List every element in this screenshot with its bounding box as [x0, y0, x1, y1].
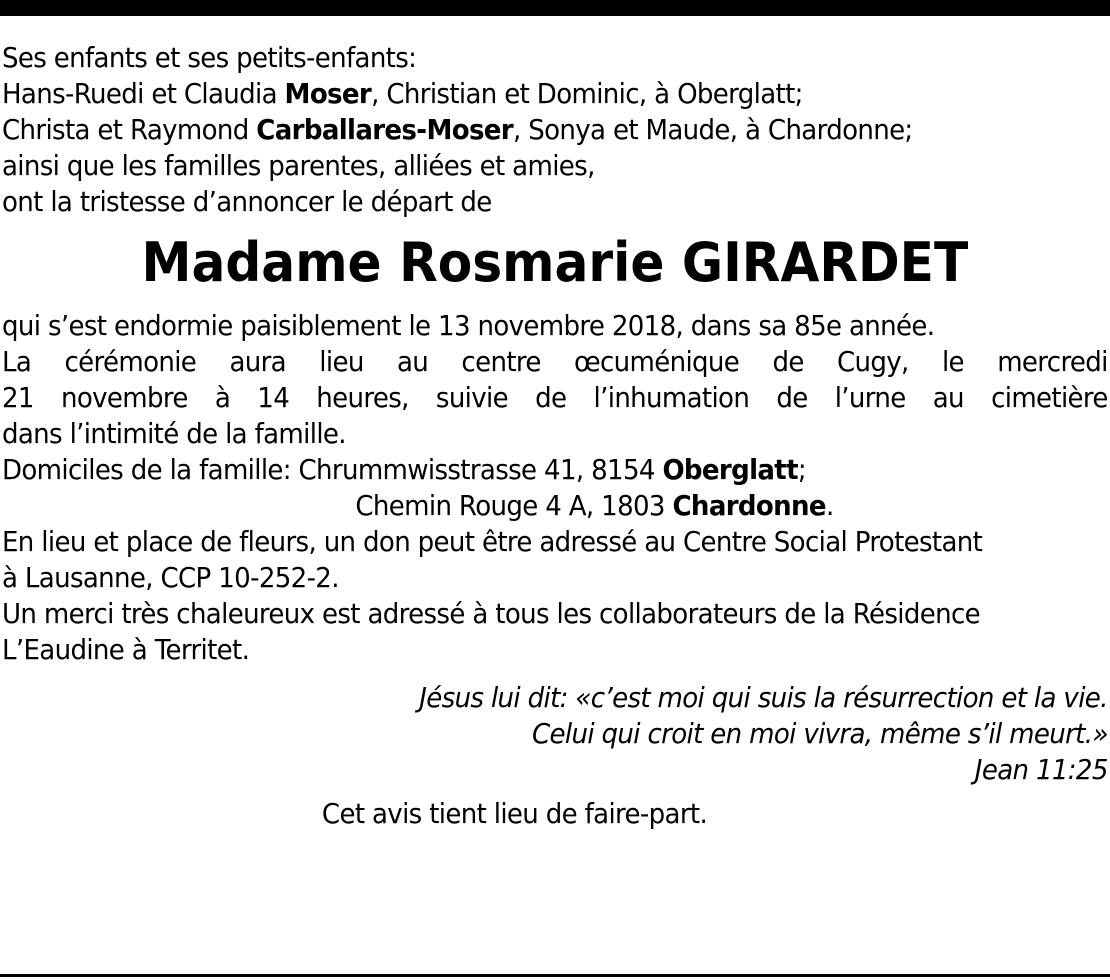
- bible-quote: [2, 680, 1108, 788]
- family-line-prefix: Christa et Raymond: [2, 113, 257, 146]
- domicile-address: Chemin Rouge 4 A, 1803: [355, 489, 673, 522]
- thanks-line: L’Eaudine à Territet.: [2, 633, 250, 666]
- ceremony-line: 21 novembre à 14 heures, suivie de l’inhumation de l’urne au cimetière: [2, 381, 1108, 414]
- domicile-line-chardonne: [2, 488, 1108, 524]
- ceremony-line: dans l’intimité de la famille.: [2, 417, 346, 450]
- ceremony-line: La cérémonie aura lieu au centre œcuménique de Cugy, le mercredi: [2, 345, 1108, 378]
- family-line-suffix: , Christian et Dominic, à Oberglatt;: [371, 77, 803, 110]
- family-line-prefix: Hans-Ruedi et Claudia: [2, 77, 285, 110]
- obituary-notice: [2, 40, 1108, 832]
- domicile-punctuation: ;: [797, 453, 807, 486]
- quote-reference: Jean 11:25: [974, 753, 1108, 786]
- quote-line: Jésus lui dit: «c’est moi qui suis la résurrection et la vie.: [419, 681, 1108, 714]
- thanks-line: Un merci très chaleureux est adressé à tous les collaborateurs de la Résidence: [2, 597, 980, 630]
- domicile-address: Chrummwisstrasse 41, 8154: [298, 453, 663, 486]
- deceased-name: Madame Rosmarie GIRARDET: [141, 231, 969, 294]
- family-line-suffix: , Sonya et Maude, à Chardonne;: [512, 113, 913, 146]
- quote-line: Celui qui croit en moi vivra, même s’il meurt.»: [531, 717, 1108, 750]
- top-rule: [0, 0, 1110, 16]
- family-intro: Ses enfants et ses petits-enfants:: [2, 41, 417, 74]
- domicile-line-oberglatt: [2, 452, 1108, 488]
- domicile-punctuation: .: [825, 489, 834, 522]
- family-line-carballares: [2, 112, 1108, 148]
- donation-line: à Lausanne, CCP 10-252-2.: [2, 561, 339, 594]
- family-line-relatives: ainsi que les familles parentes, alliées et amies,: [2, 149, 595, 182]
- domicile-town: Chardonne: [672, 489, 826, 522]
- donation-line: En lieu et place de fleurs, un don peut être adressé au Centre Social Protestant: [2, 525, 983, 558]
- bottom-rule: [0, 974, 1110, 977]
- domicile-label: Domiciles de la famille:: [2, 453, 299, 486]
- family-line-announcement: ont la tristesse d’annoncer le départ de: [2, 185, 492, 218]
- family-surname: Carballares-Moser: [256, 113, 513, 146]
- family-surname: Moser: [284, 77, 372, 110]
- family-line-moser: [2, 76, 1108, 112]
- death-line: qui s’est endormie paisiblement le 13 novembre 2018, dans sa 85e année.: [2, 309, 935, 342]
- closing-note: Cet avis tient lieu de faire-part.: [321, 797, 708, 830]
- domicile-town: Oberglatt: [662, 453, 798, 486]
